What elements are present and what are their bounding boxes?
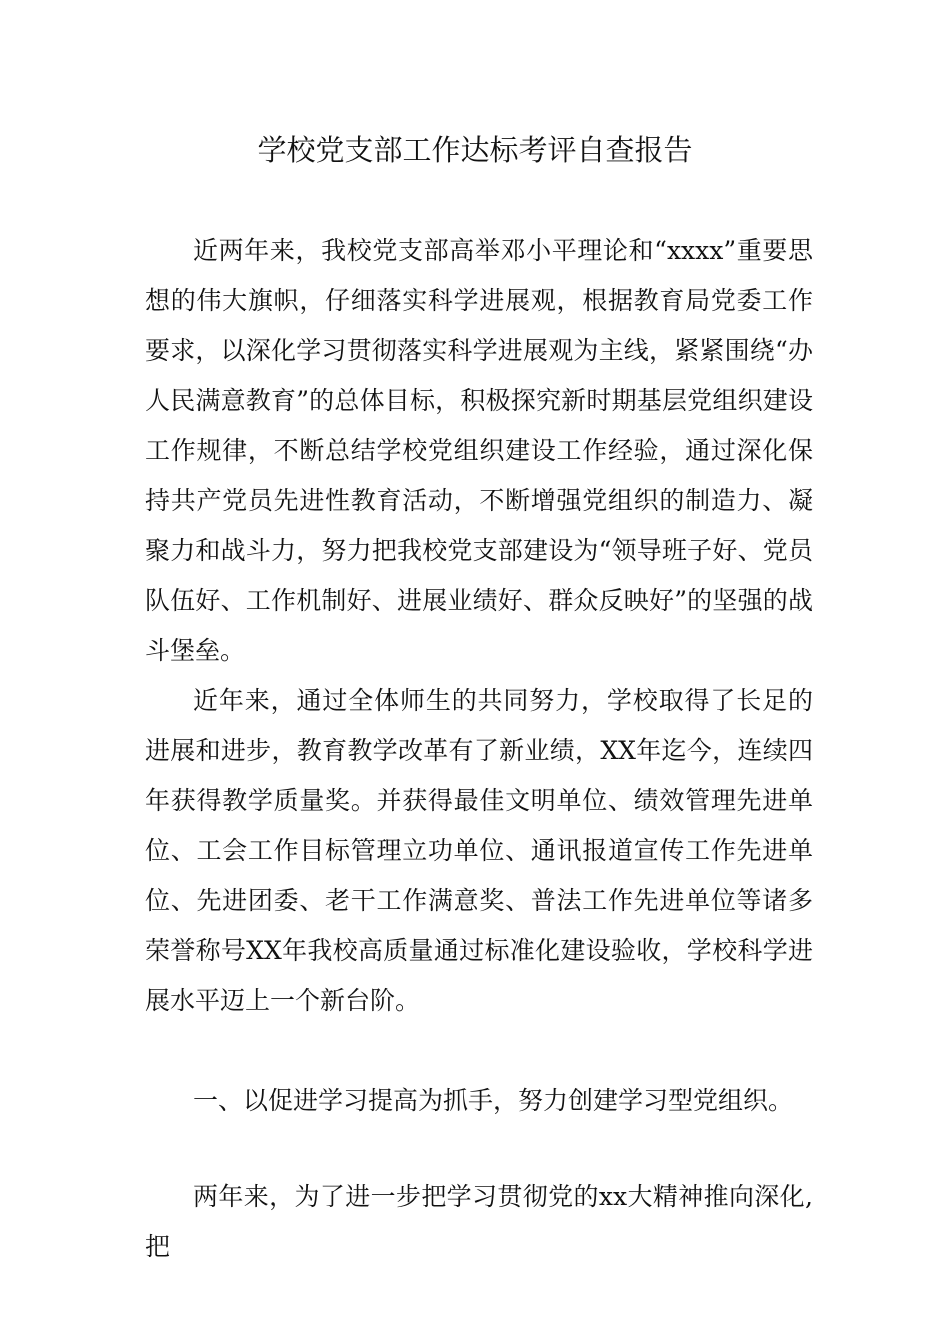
paragraph-section-1-start: 两年来，为了进一步把学习贯彻党的xx大精神推向深化,把 <box>145 1182 813 1261</box>
paragraph-intro: 近两年来，我校党支部高举邓小平理论和“xxxx”重要思想的伟大旗帜，仔细落实科学进展观，根据教育局党委工作要求，以深化学习贯彻落实科学进展观为主线，紧紧围绕“办人民满意教育”的总体目标，积极探究新时期基层党组织建设工作规律，不断总结学校党组织建设工作经验，通过深化保持共产党员先进性教育活动，不断增强党组织的制造力、凝聚力和战斗力，努力把我校党支部建设为“领导班子好、党员队伍好、工作机制好、进展业绩好、群众反映好”的坚强的战斗堡垒。 <box>145 236 813 665</box>
document-title: 学校党支部工作达标考评自查报告 <box>257 133 693 167</box>
section-heading-1: 一、以促进学习提高为抓手，努力创建学习型党组织。 <box>193 1086 794 1115</box>
paragraph-achievements: 近年来，通过全体师生的共同努力，学校取得了长足的进展和进步，教育教学改革有了新业绩，XX年迄今，连续四年获得教学质量奖。并获得最佳文明单位、绩效管理先进单位、工会工作目标管理立功单位、通讯报道宣传工作先进单位、先进团委、老干工作满意奖、普法工作先进单位等诸多荣誉称号XX年我校高质量通过标准化建设验收，学校科学进展水平迈上一个新台阶。 <box>145 686 813 1015</box>
